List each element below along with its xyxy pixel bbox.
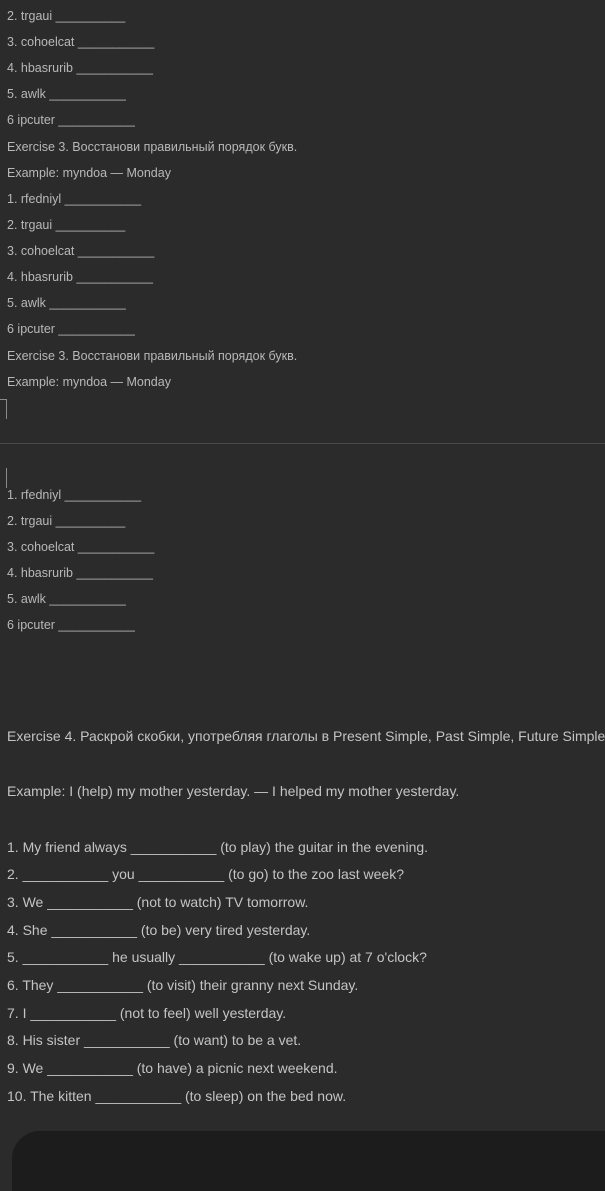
line-b1-12: 6 ipcuter ___________: [7, 322, 135, 336]
line-b1-8: 2. trgaui __________: [7, 218, 126, 232]
exercise3-heading: Exercise 3. Восстанови правильный порядок букв.: [7, 140, 298, 154]
exercise4-item-3: 3. We ___________ (not to watch) TV tomorrow.: [7, 894, 309, 910]
exercise4-item-7: 7. I ___________ (not to feel) well yesterday.: [7, 1005, 287, 1021]
exercise3-example-2: Example: myndoa — Monday: [7, 375, 171, 389]
line-b1-2: 4. hbasrurib ___________: [7, 61, 153, 75]
exercise3-heading-2: Exercise 3. Восстанови правильный порядок букв.: [7, 349, 298, 363]
line-b1-3: 5. awlk ___________: [7, 87, 126, 101]
line-b1-1: 3. cohoelcat ___________: [7, 35, 155, 49]
exercise4-item-4: 4. She ___________ (to be) very tired yesterday.: [7, 922, 311, 938]
exercise4-item-2: 2. ___________ you ___________ (to go) to the zoo last week?: [7, 866, 404, 882]
exercise4-item-10: 10. The kitten ___________ (to sleep) on the bed now.: [7, 1088, 347, 1104]
line-b1-11: 5. awlk ___________: [7, 296, 126, 310]
line-b1-10: 4. hbasrurib ___________: [7, 270, 153, 284]
line-b1-4: 6 ipcuter ___________: [7, 113, 135, 127]
line-b1-7: 1. rfedniyl ___________: [7, 192, 142, 206]
exercise4-item-8: 8. His sister ___________ (to want) to be a vet.: [7, 1032, 302, 1048]
section-divider: [0, 443, 605, 444]
exercise4-item-1: 1. My friend always ___________ (to play) the guitar in the evening.: [7, 839, 429, 855]
selection-handle-bottom-stem[interactable]: [6, 468, 7, 488]
line-b2-2: 3. cohoelcat ___________: [7, 540, 155, 554]
line-b1-0: 2. trgaui __________: [7, 9, 126, 23]
exercise4-heading: Exercise 4. Раскрой скобки, употребляя глаголы в Present Simple, Past Simple, Future Simple: [7, 728, 605, 744]
exercise4-item-9: 9. We ___________ (to have) a picnic next weekend.: [7, 1060, 338, 1076]
line-b2-0: 1. rfedniyl ___________: [7, 488, 142, 502]
line-b2-1: 2. trgaui __________: [7, 514, 126, 528]
line-b2-3: 4. hbasrurib ___________: [7, 566, 153, 580]
exercise3-example: Example: myndoa — Monday: [7, 166, 171, 180]
bottom-sheet[interactable]: [12, 1131, 605, 1191]
exercise4-item-6: 6. They ___________ (to visit) their granny next Sunday.: [7, 977, 359, 993]
line-b2-5: 6 ipcuter ___________: [7, 618, 135, 632]
exercise4-item-5: 5. ___________ he usually ___________ (to wake up) at 7 o'clock?: [7, 949, 427, 965]
exercise4-example: Example: I (help) my mother yesterday. — I helped my mother yesterday.: [7, 783, 460, 799]
selection-handle-top-stem[interactable]: [6, 399, 7, 419]
line-b1-9: 3. cohoelcat ___________: [7, 244, 155, 258]
line-b2-4: 5. awlk ___________: [7, 592, 126, 606]
